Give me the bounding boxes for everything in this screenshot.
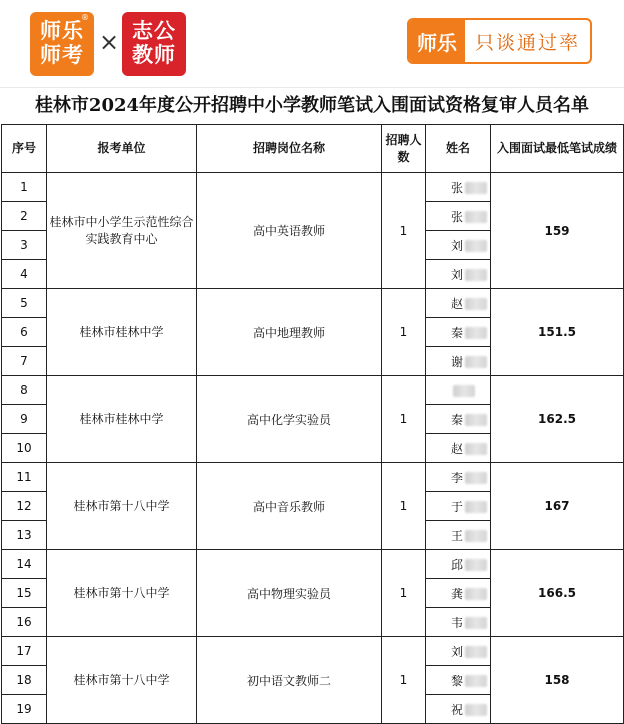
- min-score-cell: 159: [491, 173, 624, 289]
- name-cell: [426, 318, 491, 347]
- name-redaction-mask: [465, 327, 487, 339]
- seq-cell: 12: [2, 492, 47, 521]
- seq-cell: 10: [2, 434, 47, 463]
- count-cell: 1: [382, 637, 426, 724]
- name-cell: [426, 347, 491, 376]
- unit-cell: 桂林市桂林中学: [47, 376, 197, 463]
- name-surname: 秦: [451, 325, 464, 340]
- seq-cell: 2: [2, 202, 47, 231]
- unit-cell: 桂林市第十八中学: [47, 550, 197, 637]
- min-score-cell: 167: [491, 463, 624, 550]
- name-surname: 韦: [451, 615, 464, 630]
- name-surname: 邱: [451, 557, 464, 572]
- name-surname: 刘: [451, 267, 464, 282]
- name-redaction-mask: [465, 675, 487, 687]
- seq-cell: 6: [2, 318, 47, 347]
- unit-cell: 桂林市第十八中学: [47, 637, 197, 724]
- name-cell: [426, 608, 491, 637]
- col-header-position: 招聘岗位名称: [197, 125, 382, 173]
- position-cell: 高中化学实验员: [197, 376, 382, 463]
- seq-cell: 13: [2, 521, 47, 550]
- name-surname: 秦: [451, 412, 464, 427]
- name-surname: 刘: [451, 238, 464, 253]
- seq-cell: 7: [2, 347, 47, 376]
- col-header-unit: 报考单位: [47, 125, 197, 173]
- min-score-cell: 166.5: [491, 550, 624, 637]
- name-cell: [426, 463, 491, 492]
- name-cell: [426, 550, 491, 579]
- position-cell: 高中音乐教师: [197, 463, 382, 550]
- position-cell: 高中英语教师: [197, 173, 382, 289]
- zhigong-logo-line1: 志公: [132, 19, 176, 44]
- table-row: [2, 289, 624, 318]
- name-surname: 王: [451, 528, 464, 543]
- name-surname: 于: [451, 499, 464, 514]
- name-redaction-mask: [465, 501, 487, 513]
- position-cell: 高中地理教师: [197, 289, 382, 376]
- min-score-cell: 151.5: [491, 289, 624, 376]
- col-header-seq: 序号: [2, 125, 47, 173]
- candidate-table: [1, 124, 624, 724]
- slogan-brand: 师乐: [409, 20, 465, 62]
- count-cell: 1: [382, 550, 426, 637]
- seq-cell: 4: [2, 260, 47, 289]
- slogan-badge: [407, 18, 592, 64]
- name-cell: [426, 637, 491, 666]
- seq-cell: 5: [2, 289, 47, 318]
- shile-logo-line1: 师乐: [40, 19, 84, 44]
- slogan-text: 只谈通过率: [474, 31, 580, 54]
- min-score-cell: 162.5: [491, 376, 624, 463]
- name-cell: [426, 579, 491, 608]
- name-cell: [426, 521, 491, 550]
- name-cell: [426, 666, 491, 695]
- name-cell: [426, 405, 491, 434]
- count-cell: 1: [382, 289, 426, 376]
- name-cell: [426, 695, 491, 724]
- seq-cell: 1: [2, 173, 47, 202]
- name-cell: [426, 260, 491, 289]
- seq-cell: 3: [2, 231, 47, 260]
- name-surname: 黎: [451, 673, 464, 688]
- position-cell: 高中物理实验员: [197, 550, 382, 637]
- name-cell: [426, 376, 491, 405]
- name-surname: 李: [451, 470, 464, 485]
- unit-cell: 桂林市第十八中学: [47, 463, 197, 550]
- name-redaction-mask: [465, 414, 487, 426]
- zhigong-logo: [122, 12, 186, 76]
- name-redaction-mask: [465, 588, 487, 600]
- col-header-count: 招聘人数: [382, 125, 426, 173]
- seq-cell: 19: [2, 695, 47, 724]
- document-title: 桂林市2024年度公开招聘中小学教师笔试入围面试资格复审人员名单: [34, 95, 590, 116]
- count-cell: 1: [382, 376, 426, 463]
- name-redaction-mask: [465, 182, 487, 194]
- table-body: [2, 173, 624, 724]
- collab-times-sign: ×: [99, 28, 120, 56]
- name-cell: [426, 173, 491, 202]
- position-cell: 初中语文教师二: [197, 637, 382, 724]
- name-redaction-mask: [465, 530, 487, 542]
- count-cell: 1: [382, 173, 426, 289]
- name-surname: 赵: [451, 441, 464, 456]
- name-redaction-mask: [465, 617, 487, 629]
- name-surname: 祝: [451, 702, 464, 717]
- table-row: [2, 173, 624, 202]
- name-cell: [426, 492, 491, 521]
- unit-cell: 桂林市桂林中学: [47, 289, 197, 376]
- header-banner: [0, 0, 624, 88]
- name-redaction-mask: [465, 240, 487, 252]
- name-cell: [426, 202, 491, 231]
- name-surname: 龚: [451, 586, 464, 601]
- table-row: [2, 463, 624, 492]
- seq-cell: 17: [2, 637, 47, 666]
- name-surname: 谢: [451, 354, 464, 369]
- name-cell: [426, 289, 491, 318]
- name-surname: 赵: [451, 296, 464, 311]
- zhigong-logo-line2: 教师: [132, 43, 176, 67]
- seq-cell: 9: [2, 405, 47, 434]
- name-redaction-mask: [453, 385, 475, 397]
- name-redaction-mask: [465, 559, 487, 571]
- table-row: [2, 637, 624, 666]
- shile-logo-line2: 师考: [40, 43, 84, 67]
- min-score-cell: 158: [491, 637, 624, 724]
- name-redaction-mask: [465, 443, 487, 455]
- seq-cell: 15: [2, 579, 47, 608]
- col-header-min-score: 入围面试最低笔试成绩: [491, 125, 624, 173]
- seq-cell: 16: [2, 608, 47, 637]
- table-row: [2, 550, 624, 579]
- seq-cell: 8: [2, 376, 47, 405]
- name-redaction-mask: [465, 704, 487, 716]
- table-header-row: [2, 125, 624, 173]
- name-redaction-mask: [465, 211, 487, 223]
- name-surname: 刘: [451, 644, 464, 659]
- name-cell: [426, 434, 491, 463]
- registered-mark: ®: [81, 13, 90, 22]
- name-redaction-mask: [465, 269, 487, 281]
- name-redaction-mask: [465, 472, 487, 484]
- name-surname: 张: [451, 180, 464, 195]
- name-redaction-mask: [465, 356, 487, 368]
- seq-cell: 18: [2, 666, 47, 695]
- seq-cell: 11: [2, 463, 47, 492]
- unit-cell: 桂林市中小学生示范性综合实践教育中心: [47, 173, 197, 289]
- name-redaction-mask: [465, 646, 487, 658]
- name-redaction-mask: [465, 298, 487, 310]
- shile-logo: [30, 12, 94, 76]
- col-header-name: 姓名: [426, 125, 491, 173]
- seq-cell: 14: [2, 550, 47, 579]
- name-surname: 张: [451, 209, 464, 224]
- name-cell: [426, 231, 491, 260]
- table-row: [2, 376, 624, 405]
- count-cell: 1: [382, 463, 426, 550]
